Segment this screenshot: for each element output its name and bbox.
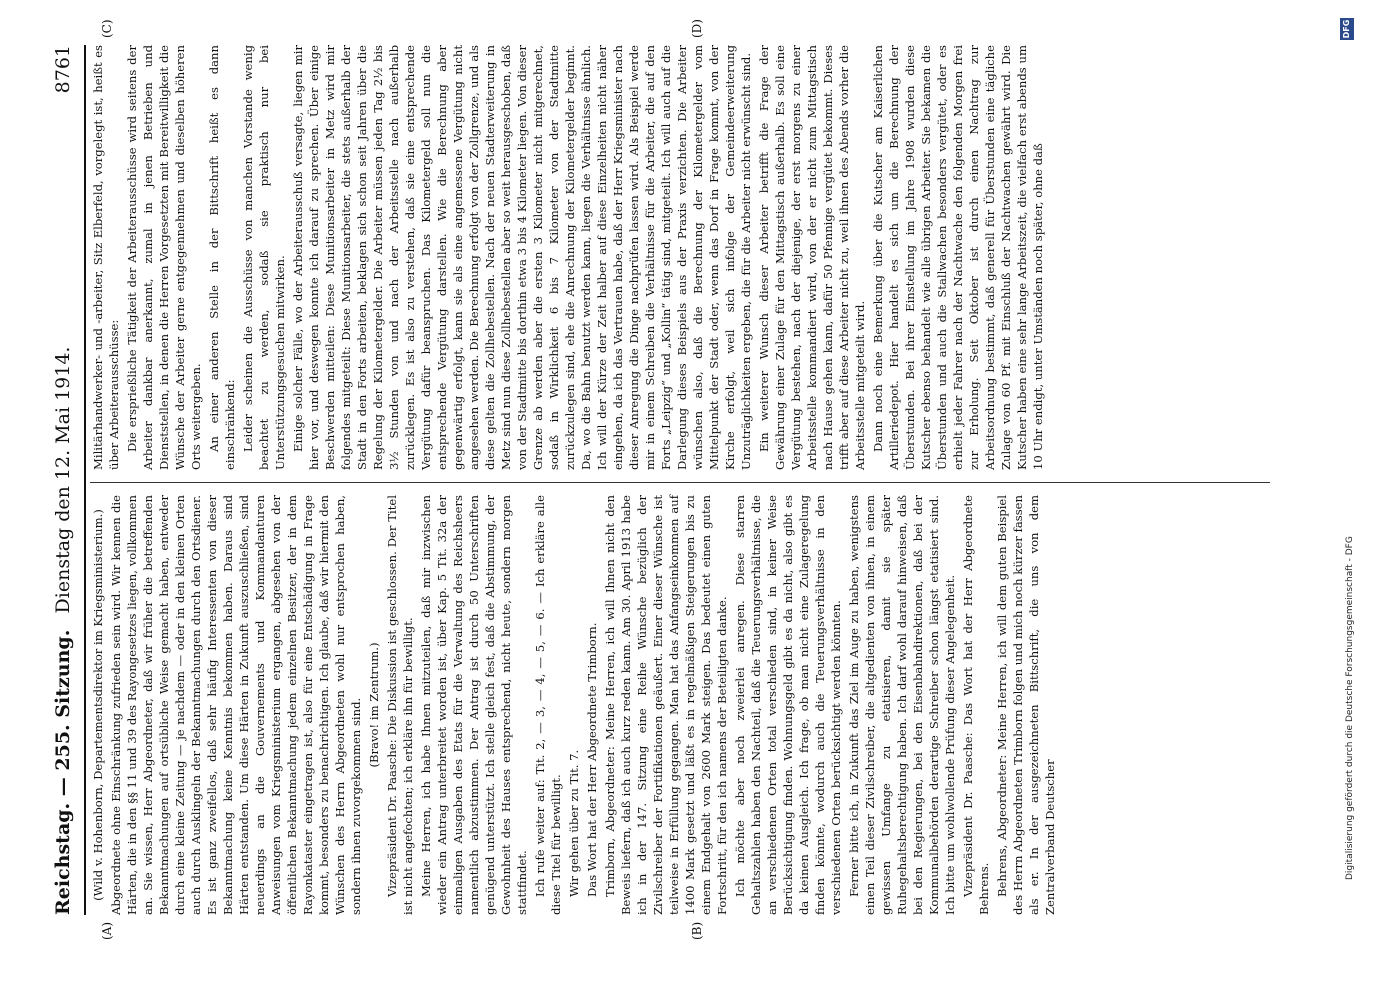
speaker-attribution: (Wild v. Hohenborn, Departementsdirektor im Kriegsministerium.) <box>91 509 105 901</box>
paragraph: Vizepräsident Dr. Paasche: Die Diskussion ist geschlossen. Der Titel ist nicht angefochten; ich erkläre ihn für bewilligt. <box>385 495 415 915</box>
block-quote: Leider scheinen die Ausschüsse von manchen Vorstande wenig beachtet zu werden, sodaß sie praktisch nur bei Unterstützungsgesuchen mitwirken. <box>241 45 287 470</box>
running-head-left: Reichstag. — 255. Sitzung. <box>52 629 74 915</box>
paragraph: Ich möchte aber noch zweierlei anregen. Diese starren Gehaltszahlen haben den Nachteil, daß die Teuerungsverhältnisse, die an verschiedenen Orten total verschieden sind, in keiner Weise Berücksichtigung finden. Wohnungsgeld gibt es da nicht, also gibt es da keinen Ausgleich. Ich frage, ob man nicht eine Zulageregelung finden könnte, wodurch auch die Teuerungsverhältnisse in den verschiedenen Orten berücksichtigt werden könnten. <box>733 495 843 915</box>
digitization-note: Digitalisierung gefördert durch die Deutsche Forschungsgemeinschaft - DFG <box>1345 536 1355 880</box>
block-quote: Die ersprießliche Tätigkeit der Arbeiterausschüsse wird seitens der Arbeiter dankbar anerkannt, zumal in jenen Betrieben und Dienststellen, in denen die Herren Vorgesetzten mit Bereitwilligkeit die Wünsche der Arbeiter gerne entgegennehmen und dieselben höheren Orts weitergeben. <box>125 45 203 470</box>
paragraph: Ich rufe weiter auf: Tit. 2, — 3, — 4, — 5, — 6. — Ich erkläre alle diese Titel für bewilligt. <box>533 495 563 915</box>
margin-mark-a: (A) <box>100 921 114 940</box>
paragraph: Wir gehen über zu Tit. 7. <box>567 749 581 897</box>
paragraph: An einer anderen Stelle in der Bittschrift heißt es dann einschränkend: <box>207 45 237 470</box>
margin-mark-d: (D) <box>690 19 704 38</box>
paragraph: Einige solcher Fälle, wo der Arbeiterausschuß versagte, liegen mir hier vor, und deswegen konnte ich darauf zu sprechen. Über einige Beschwerden mitteilen: Diese Munitionsarbeiter in Metz wird mir folgendes mitgeteilt: Diese Munitionsarbeiter, die stets außerhalb der Stadt in den Forts arbeiten, beklagen sich schon seit Jahren über die Regelung der Kilometergelder. Die Arbeiter müssen jeden Tag 2½ bis 3½ Stunden von und nach der Arbeitsstelle nach außerhalb zurücklegen. Es ist also zu verstehen, daß sie eine entsprechende Vergütung dafür beanspruchen. Das Kilometergeld soll nun die entsprechende Vergütung darstellen. Wie die Berechnung aber gegenwärtig erfolgt, kann sie als eine angemessene Vergütung nicht angesehen werden. Die Berechnung erfolgt von der Zollgrenze, und als diese gelten die Zollhebestellen. Nach der neuen Stadterweiterung in Metz sind nun diese Zollhebestellen aber so weit herausgeschoben, daß von der Stadtmitte bis dorthin etwa 3 bis 4 Kilometer liegen. Von dieser Grenze ab werden aber die ersten 3 Kilometer nicht mitgerechnet, sodaß in Wirklichkeit 6 bis 7 Kilometer von der Stadtmitte zurückzulegen sind, ehe die Anrechnung der Kilometergelder beginnt. Da, wo die Bahn benutzt werden kann, liegen die Verhältnisse ähnlich. Ich will der Kürze der Zeit halber auf diese Einzelheiten nicht näher eingehen, da ich das Vertrauen habe, daß der Herr Kriegsminister nach dieser Anregung die Dinge nachprüfen lassen wird. Als Beispiel werde mir in einem Schreiben die Verhältnisse für die Arbeiter, die auf den Forts „Leipzig“ und „Kollin“ tätig sind, mitgeteilt. Ich will auch auf die Darlegung dieses Beispiels aus der Praxis verzichten. Die Arbeiter wünschen also, daß die Berechnung der Kilometergelder vom Mittelpunkt der Stadt oder, wenn das Dorf in Frage kommt, von der Kirche erfolgt, weil sich infolge der Gemeindeerweiterung Unzuträglichkeiten ergeben, die für die Arbeiter nicht erwünscht sind. <box>291 45 753 470</box>
running-head-date: Dienstag den 12. Mai 1914. <box>52 346 74 614</box>
dfg-logo: DFG <box>1340 18 1354 40</box>
column-divider <box>90 482 1270 483</box>
paragraph: Ein weiterer Wunsch dieser Arbeiter betrifft die Frage der Gewährung einer Zulage für den Mittagstisch außerhalb. Es soll eine Vergütung bestehen, nach der diejenige, der erst morgens zu einer Arbeitsstelle kommandiert wird, von der er nicht zum Mittagstisch nach Hause gehen kann, dafür 50 Pfennige vergütet bekommt. Dieses trifft aber auf diese Arbeiter nicht zu, weil ihnen des Abends vorher die Arbeitsstelle mitgeteilt wird. <box>757 45 867 470</box>
paragraph: Militärhandwerker- und -arbeiter, Sitz Elberfeld, vorgelegt ist, heißt es über Arbeiterausschüsse: <box>91 45 121 470</box>
paragraph: Vizepräsident Dr. Paasche: Das Wort hat der Herr Abgeordnete Behrens. <box>961 495 991 915</box>
running-head <box>52 45 82 915</box>
paragraph: Ferner bitte ich, in Zukunft das Ziel im Auge zu haben, wenigstens einen Teil dieser Zivilschreiber, die altgedienten von ihnen, in einem gewissen Umfange zu etatisieren, damit sie später Ruhegehaltsberechtigung haben. Ich darf wohl darauf hinweisen, daß bei den Regierungen, bei den Eisenbahndirektionen, daß bei der Kommunalbehörden derartige Schreiber schon längst etatisiert sind. Ich bitte um wohlwollende Prüfung dieser Angelegenheit. <box>847 495 957 915</box>
paragraph: Meine Herren, ich habe Ihnen mitzuteilen, daß mir inzwischen wieder ein Antrag unterbreitet worden ist, über Kap. 5 Tit. 32a der einmaligen Ausgaben des Etats für die Verwaltung des Reichsheers namentlich abzustimmen. Der Antrag ist durch 50 Unterschriften genügend unterstützt. Ich stelle gleich fest, daß die Abstimmung, der Gewohnheit des Hauses entsprechend, nicht heute, sondern morgen stattfindet. <box>419 495 529 915</box>
page-number: 8761 <box>52 45 74 94</box>
paragraph: Behrens, Abgeordneter: Meine Herren, ich will dem guten Beispiel des Herrn Abgeordneten Trimborn folgen und mich noch kürzer fassen als er. In der ausgezeichneten Bittschrift, die uns von dem Zentralverband Deutscher <box>995 495 1057 915</box>
margin-mark-b: (B) <box>690 921 704 940</box>
interjection: (Bravo! im Zentrum.) <box>367 642 381 768</box>
right-text-column <box>90 45 1270 470</box>
margin-mark-c: (C) <box>100 19 114 38</box>
paragraph: Das Wort hat der Herr Abgeordnete Trimborn. <box>585 622 599 897</box>
paragraph: Dann noch eine Bemerkung über die Kutscher am Kaiserlichen Artilleriedepot. Hier handelt es sich um die Berechnung der Überstunden. Bei ihrer Einstellung im Jahre 1908 wurden diese Kutscher ebenso behandelt wie alle übrigen Arbeiter. Sie bekamen die Überstunden und auch die Stallwachen besonders vergütet, oder es erhielt jeder Fahrer nach der Nachtwache den folgenden Morgen frei zur Erholung. Seit Oktober ist durch einen Nachtrag zur Arbeitsordnung bestimmt, daß generell für Überstunden eine tägliche Zulage von 60 Pf. mit Einschluß der Nachtwachen gewährt wird. Die Kutscher haben eine sehr lange Arbeitszeit, die vielfach erst abends um 10 Uhr endigt, unter Umständen noch später, ohne daß <box>871 45 1045 470</box>
left-text-column <box>90 495 1270 915</box>
paragraph: Abgeordnete ohne Einschränkung zufrieden sein wird. Wir kennen die Härten, die in den §§ 11 und 39 des Rayongesetzes liegen, vollkommen an. Sie wissen, Herr Abgeordneter, daß wir früher die betreffenden Bekanntmachungen auf ortsübliche Weise gemacht haben, entweder durch eine kleine Zeitung — je nachdem — oder in den kleinen Orten auch durch Ausklingeln der Bekanntmachungen durch den Ortsdiener. Es ist ganz zweifellos, daß sehr häufig Interessenten von dieser Bekanntmachung keine Kenntnis bekommen haben. Daraus sind Härten entstanden. Um diese Härten in Zukunft auszuschließen, sind neuerdings an die Gouvernements und Kommandanturen Anweisungen vom Kriegsministerium ergangen, abgesehen von der öffentlichen Bekanntmachung jedem einzelnen Besitzer, der in dem Rayonkataster eingetragen ist, also für eine Entschädigung in Frage kommt, besonders zu benachrichtigen. Ich glaube, daß wir hiermit den Wünschen des Herrn Abgeordneten wohl nur entsprochen haben, sondern ihnen zuvorgekommen sind. <box>109 495 363 915</box>
header-rule <box>84 45 86 915</box>
paragraph: Trimborn, Abgeordneter: Meine Herren, ich will Ihnen nicht den Beweis liefern, daß ich auch kurz reden kann. Am 30. April 1913 habe ich in der 147. Sitzung eine Reihe Wünsche bezüglich der Zivilschreiber der Fortifikationen geäußert. Einer dieser Wünsche ist teilweise in Erfüllung gegangen. Man hat das Anfangseinkommen auf 1400 Mark gesetzt und läßt es in regelmäßigen Steigerungen bis zu einem Endgehalt von 2600 Mark steigen. Das bedeutet einen guten Fortschritt, für den ich namens der Beteiligten danke. <box>603 495 729 915</box>
